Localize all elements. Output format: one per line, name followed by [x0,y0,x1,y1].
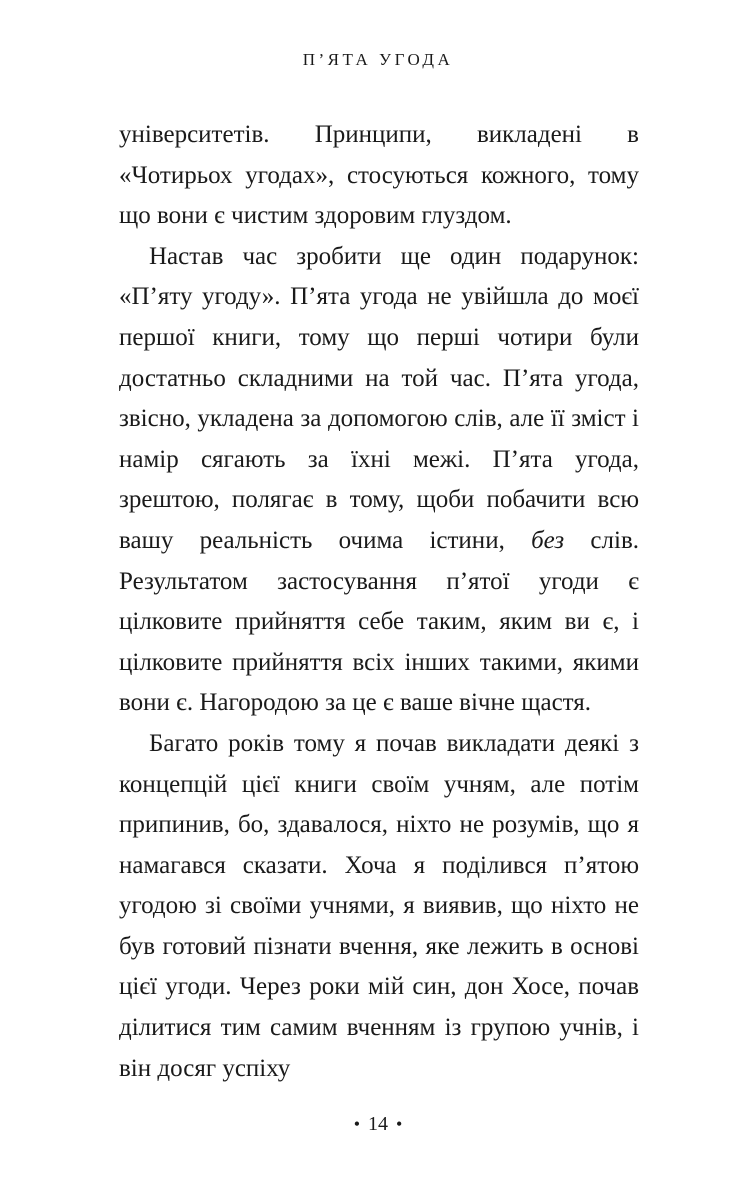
paragraph-3: Багато років тому я почав викладати деякі з концепцій цієї книги своїм учням, але потім припинив, бо, здавалося, ніхто не розумів, що я намагався сказати. Хоча я поділився п’ятою угодою зі своїми учнями, я виявив, що ніхто не був готовий пізнати вчення, яке лежить в основі цієї угоди. Через роки мій син, дон Хосе, почав ділитися тим самим вченням із групою учнів, і він досяг успіху [119,729,639,1082]
paragraph-2 [119,237,639,724]
bullet-right-icon: • [396,1114,403,1134]
page-body [119,115,639,1089]
running-header: П’ЯТА УГОДА [302,50,454,69]
bullet-left-icon: • [353,1114,360,1134]
paragraph-2-italic-word: без [531,526,565,554]
paragraph-2-text-start: Настав час зробити ще один подарунок: «П’яту угоду». П’ята угода не увійшла до моєї першої книги, тому що перші чотири були достатньо складними на той час. П’ята угода, звісно, укладена за допомогою слів, але її зміст і намір сягають за їхні межі. П’ята угода, зрештою, полягає в тому, щоби побачити всю вашу реальність очима істини, [119,242,639,554]
page-footer [0,1113,756,1136]
paragraph-1: університетів. Принципи, викладені в «Чотирьох угодах», стосуються кожного, тому що вони є чистим здоровим глуздом. [119,121,639,230]
page-number: 14 [368,1113,388,1135]
paragraph-2-text-end: слів. Результатом застосування п’ятої угоди є цілковите прийняття себе таким, яким ви є, і цілковите прийняття всіх інших такими, якими вони є. Нагородою за це є ваше вічне щастя. [119,526,639,717]
